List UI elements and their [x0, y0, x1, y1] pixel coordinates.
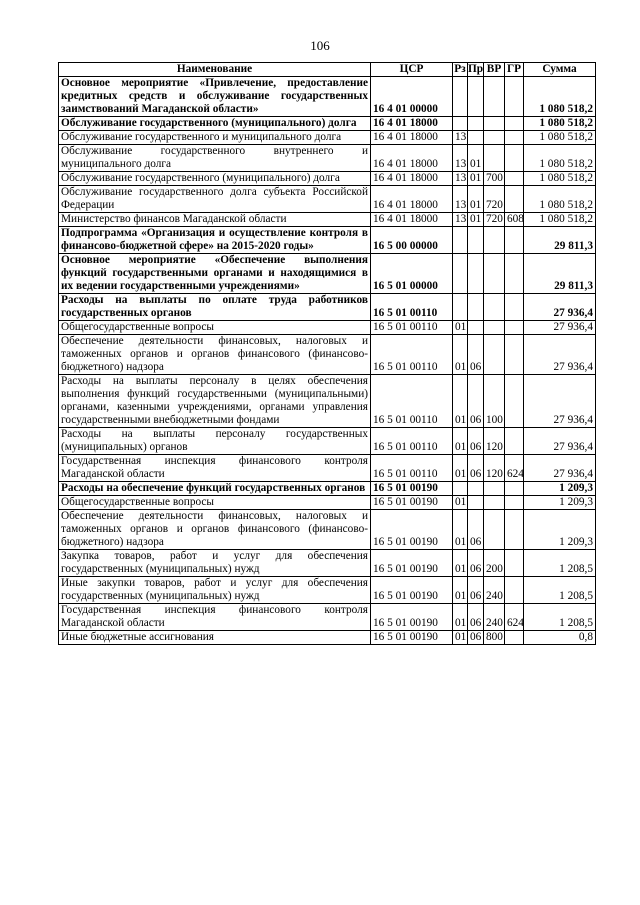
page-number: 106	[310, 38, 330, 53]
row-gr-cell	[505, 496, 524, 510]
table-row	[59, 510, 596, 550]
row-name-cell: Обслуживание государственного долга субъекта Российской Федерации	[59, 186, 371, 213]
row-rz-cell	[453, 254, 468, 294]
row-rz-cell: 01	[453, 455, 468, 482]
row-gr-cell	[505, 131, 524, 145]
row-name-cell: Основное мероприятие «Обеспечение выполнения функций государственными органами и находящимися в их ведении государственными учреждениями»	[59, 254, 371, 294]
row-vr-cell: 720	[484, 186, 505, 213]
row-vr-cell	[484, 131, 505, 145]
row-gr-cell	[505, 510, 524, 550]
row-pr-cell: 01	[468, 213, 484, 227]
row-rz-cell: 01	[453, 604, 468, 631]
row-sum-cell: 29 811,3	[524, 254, 596, 294]
row-csr-cell: 16 4 01 18000	[371, 186, 453, 213]
row-name-cell: Иные закупки товаров, работ и услуг для обеспечения государственных (муниципальных) нужд	[59, 577, 371, 604]
row-vr-cell	[484, 510, 505, 550]
row-csr-cell: 16 5 01 00110	[371, 321, 453, 335]
table-row	[59, 145, 596, 172]
row-csr-cell: 16 5 01 00190	[371, 510, 453, 550]
row-sum-cell: 1 208,5	[524, 604, 596, 631]
row-vr-cell: 200	[484, 550, 505, 577]
table-row	[59, 117, 596, 131]
row-pr-cell	[468, 117, 484, 131]
table-row	[59, 631, 596, 645]
row-pr-cell: 06	[468, 631, 484, 645]
row-rz-cell: 13	[453, 131, 468, 145]
row-name-cell: Обеспечение деятельности финансовых, налоговых и таможенных органов и органов финансового (финансово-бюджетного) надзора	[59, 335, 371, 375]
row-name-cell: Расходы на выплаты персоналу государственных (муниципальных) органов	[59, 428, 371, 455]
row-pr-cell: 06	[468, 428, 484, 455]
row-name-cell: Министерство финансов Магаданской области	[59, 213, 371, 227]
table-row	[59, 77, 596, 117]
row-vr-cell: 800	[484, 631, 505, 645]
row-gr-cell	[505, 117, 524, 131]
row-sum-cell: 1 209,3	[524, 510, 596, 550]
table-row	[59, 604, 596, 631]
row-sum-cell: 1 080 518,2	[524, 172, 596, 186]
row-rz-cell: 01	[453, 321, 468, 335]
row-csr-cell: 16 5 01 00190	[371, 604, 453, 631]
row-rz-cell: 01	[453, 577, 468, 604]
row-gr-cell	[505, 550, 524, 577]
table-row	[59, 131, 596, 145]
row-csr-cell: 16 5 01 00190	[371, 577, 453, 604]
row-pr-cell: 06	[468, 550, 484, 577]
row-sum-cell: 1 208,5	[524, 577, 596, 604]
row-name-cell: Обслуживание государственного (муниципального) долга	[59, 172, 371, 186]
row-pr-cell	[468, 77, 484, 117]
row-csr-cell: 16 4 01 18000	[371, 117, 453, 131]
row-sum-cell: 27 936,4	[524, 335, 596, 375]
row-pr-cell: 06	[468, 335, 484, 375]
row-vr-cell	[484, 254, 505, 294]
row-gr-cell	[505, 172, 524, 186]
row-sum-cell: 1 080 518,2	[524, 77, 596, 117]
row-csr-cell: 16 4 01 18000	[371, 131, 453, 145]
row-csr-cell: 16 5 01 00190	[371, 496, 453, 510]
row-pr-cell: 06	[468, 375, 484, 428]
row-pr-cell	[468, 294, 484, 321]
row-name-cell: Государственная инспекция финансового контроля Магаданской области	[59, 604, 371, 631]
column-header-sum: Сумма	[524, 63, 596, 77]
row-sum-cell: 1 080 518,2	[524, 213, 596, 227]
row-vr-cell: 720	[484, 213, 505, 227]
row-pr-cell: 01	[468, 172, 484, 186]
row-vr-cell	[484, 482, 505, 496]
row-vr-cell	[484, 117, 505, 131]
row-rz-cell	[453, 227, 468, 254]
row-csr-cell: 16 5 01 00110	[371, 428, 453, 455]
row-gr-cell	[505, 631, 524, 645]
row-pr-cell	[468, 482, 484, 496]
table-row	[59, 455, 596, 482]
row-name-cell: Обслуживание государственного и муниципального долга	[59, 131, 371, 145]
row-gr-cell: 608	[505, 213, 524, 227]
row-rz-cell: 01	[453, 550, 468, 577]
row-sum-cell: 27 936,4	[524, 321, 596, 335]
row-rz-cell: 13	[453, 172, 468, 186]
row-gr-cell: 624	[505, 455, 524, 482]
row-sum-cell: 29 811,3	[524, 227, 596, 254]
row-csr-cell: 16 4 01 18000	[371, 213, 453, 227]
row-sum-cell: 1 209,3	[524, 496, 596, 510]
row-vr-cell	[484, 294, 505, 321]
row-pr-cell: 06	[468, 577, 484, 604]
table-row	[59, 186, 596, 213]
row-csr-cell: 16 5 01 00190	[371, 482, 453, 496]
table-body	[59, 77, 596, 645]
row-pr-cell	[468, 254, 484, 294]
row-gr-cell	[505, 294, 524, 321]
column-header-name: Наименование	[59, 63, 371, 77]
row-name-cell: Обеспечение деятельности финансовых, налоговых и таможенных органов и органов финансового (финансово-бюджетного) надзора	[59, 510, 371, 550]
table-header-row	[59, 63, 596, 77]
table-row	[59, 482, 596, 496]
row-sum-cell: 1 080 518,2	[524, 186, 596, 213]
column-header-gr: ГР	[505, 63, 524, 77]
row-sum-cell: 0,8	[524, 631, 596, 645]
row-name-cell: Государственная инспекция финансового контроля Магаданской области	[59, 455, 371, 482]
row-csr-cell: 16 5 01 00110	[371, 294, 453, 321]
row-sum-cell: 1 208,5	[524, 550, 596, 577]
table-row	[59, 577, 596, 604]
row-pr-cell: 06	[468, 604, 484, 631]
row-gr-cell	[505, 375, 524, 428]
column-header-pr: Пр	[468, 63, 484, 75]
row-csr-cell: 16 5 00 00000	[371, 227, 453, 254]
row-rz-cell	[453, 117, 468, 131]
row-sum-cell: 27 936,4	[524, 375, 596, 428]
row-gr-cell	[505, 482, 524, 496]
row-rz-cell: 01	[453, 510, 468, 550]
table-row	[59, 335, 596, 375]
row-csr-cell: 16 5 01 00110	[371, 335, 453, 375]
table-row	[59, 294, 596, 321]
row-rz-cell: 01	[453, 335, 468, 375]
table-row	[59, 213, 596, 227]
row-gr-cell	[505, 428, 524, 455]
row-sum-cell: 27 936,4	[524, 428, 596, 455]
row-name-cell: Основное мероприятие «Привлечение, предоставление кредитных средств и обслуживание государственных заимствований Магаданской области»	[59, 77, 371, 117]
row-sum-cell: 1 080 518,2	[524, 117, 596, 131]
row-pr-cell	[468, 131, 484, 145]
row-name-cell: Общегосударственные вопросы	[59, 321, 371, 335]
row-name-cell: Обслуживание государственного внутреннего и муниципального долга	[59, 145, 371, 172]
row-csr-cell: 16 5 01 00190	[371, 631, 453, 645]
row-rz-cell: 13	[453, 213, 468, 227]
column-header-csr: ЦСР	[371, 63, 453, 77]
row-sum-cell: 27 936,4	[524, 455, 596, 482]
row-sum-cell: 1 080 518,2	[524, 145, 596, 172]
row-gr-cell	[505, 321, 524, 335]
row-gr-cell	[505, 186, 524, 213]
row-vr-cell	[484, 227, 505, 254]
row-csr-cell: 16 4 01 18000	[371, 145, 453, 172]
row-rz-cell: 01	[453, 631, 468, 645]
row-vr-cell: 700	[484, 172, 505, 186]
row-pr-cell: 06	[468, 510, 484, 550]
row-gr-cell	[505, 254, 524, 294]
row-vr-cell	[484, 77, 505, 117]
row-gr-cell	[505, 227, 524, 254]
row-vr-cell	[484, 496, 505, 510]
row-rz-cell	[453, 294, 468, 321]
table-row	[59, 254, 596, 294]
row-pr-cell	[468, 496, 484, 510]
budget-table	[58, 62, 596, 645]
row-csr-cell: 16 5 01 00000	[371, 254, 453, 294]
row-pr-cell: 06	[468, 455, 484, 482]
row-name-cell: Расходы на обеспечение функций государственных органов	[59, 482, 371, 496]
row-sum-cell: 1 209,3	[524, 482, 596, 496]
row-csr-cell: 16 4 01 00000	[371, 77, 453, 117]
table-row	[59, 428, 596, 455]
row-rz-cell: 13	[453, 145, 468, 172]
row-vr-cell	[484, 335, 505, 375]
row-csr-cell: 16 5 01 00110	[371, 455, 453, 482]
row-csr-cell: 16 5 01 00190	[371, 550, 453, 577]
row-rz-cell	[453, 482, 468, 496]
row-rz-cell: 01	[453, 428, 468, 455]
column-header-rz: Рз	[454, 63, 466, 75]
row-pr-cell	[468, 227, 484, 254]
row-gr-cell: 624	[505, 604, 524, 631]
row-pr-cell: 01	[468, 145, 484, 172]
row-sum-cell: 27 936,4	[524, 294, 596, 321]
row-name-cell: Иные бюджетные ассигнования	[59, 631, 371, 645]
table-row	[59, 550, 596, 577]
table-row	[59, 172, 596, 186]
row-rz-cell	[453, 77, 468, 117]
row-csr-cell: 16 5 01 00110	[371, 375, 453, 428]
row-vr-cell: 120	[484, 428, 505, 455]
row-vr-cell: 100	[484, 375, 505, 428]
row-name-cell: Подпрограмма «Организация и осуществление контроля в финансово-бюджетной сфере» на 2015-2020 годы»	[59, 227, 371, 254]
row-name-cell: Расходы на выплаты персоналу в целях обеспечения выполнения функций государственными (муниципальными) органами, казенными учреждениями, органами управления государственными внебюджетными фондами	[59, 375, 371, 428]
row-name-cell: Общегосударственные вопросы	[59, 496, 371, 510]
row-rz-cell: 01	[453, 375, 468, 428]
row-vr-cell: 240	[484, 577, 505, 604]
row-gr-cell	[505, 577, 524, 604]
row-gr-cell	[505, 145, 524, 172]
row-name-cell: Закупка товаров, работ и услуг для обеспечения государственных (муниципальных) нужд	[59, 550, 371, 577]
row-rz-cell: 13	[453, 186, 468, 213]
row-gr-cell	[505, 335, 524, 375]
row-vr-cell: 240	[484, 604, 505, 631]
row-vr-cell	[484, 321, 505, 335]
row-pr-cell	[468, 321, 484, 335]
row-rz-cell: 01	[453, 496, 468, 510]
row-pr-cell: 01	[468, 186, 484, 213]
row-sum-cell: 1 080 518,2	[524, 131, 596, 145]
row-gr-cell	[505, 77, 524, 117]
column-header-vr: ВР	[484, 63, 505, 77]
table-row	[59, 227, 596, 254]
row-csr-cell: 16 4 01 18000	[371, 172, 453, 186]
table-row	[59, 321, 596, 335]
row-name-cell: Обслуживание государственного (муниципального) долга	[59, 117, 371, 131]
table-row	[59, 496, 596, 510]
row-vr-cell: 120	[484, 455, 505, 482]
table-row	[59, 375, 596, 428]
row-name-cell: Расходы на выплаты по оплате труда работников государственных органов	[59, 294, 371, 321]
row-vr-cell	[484, 145, 505, 172]
